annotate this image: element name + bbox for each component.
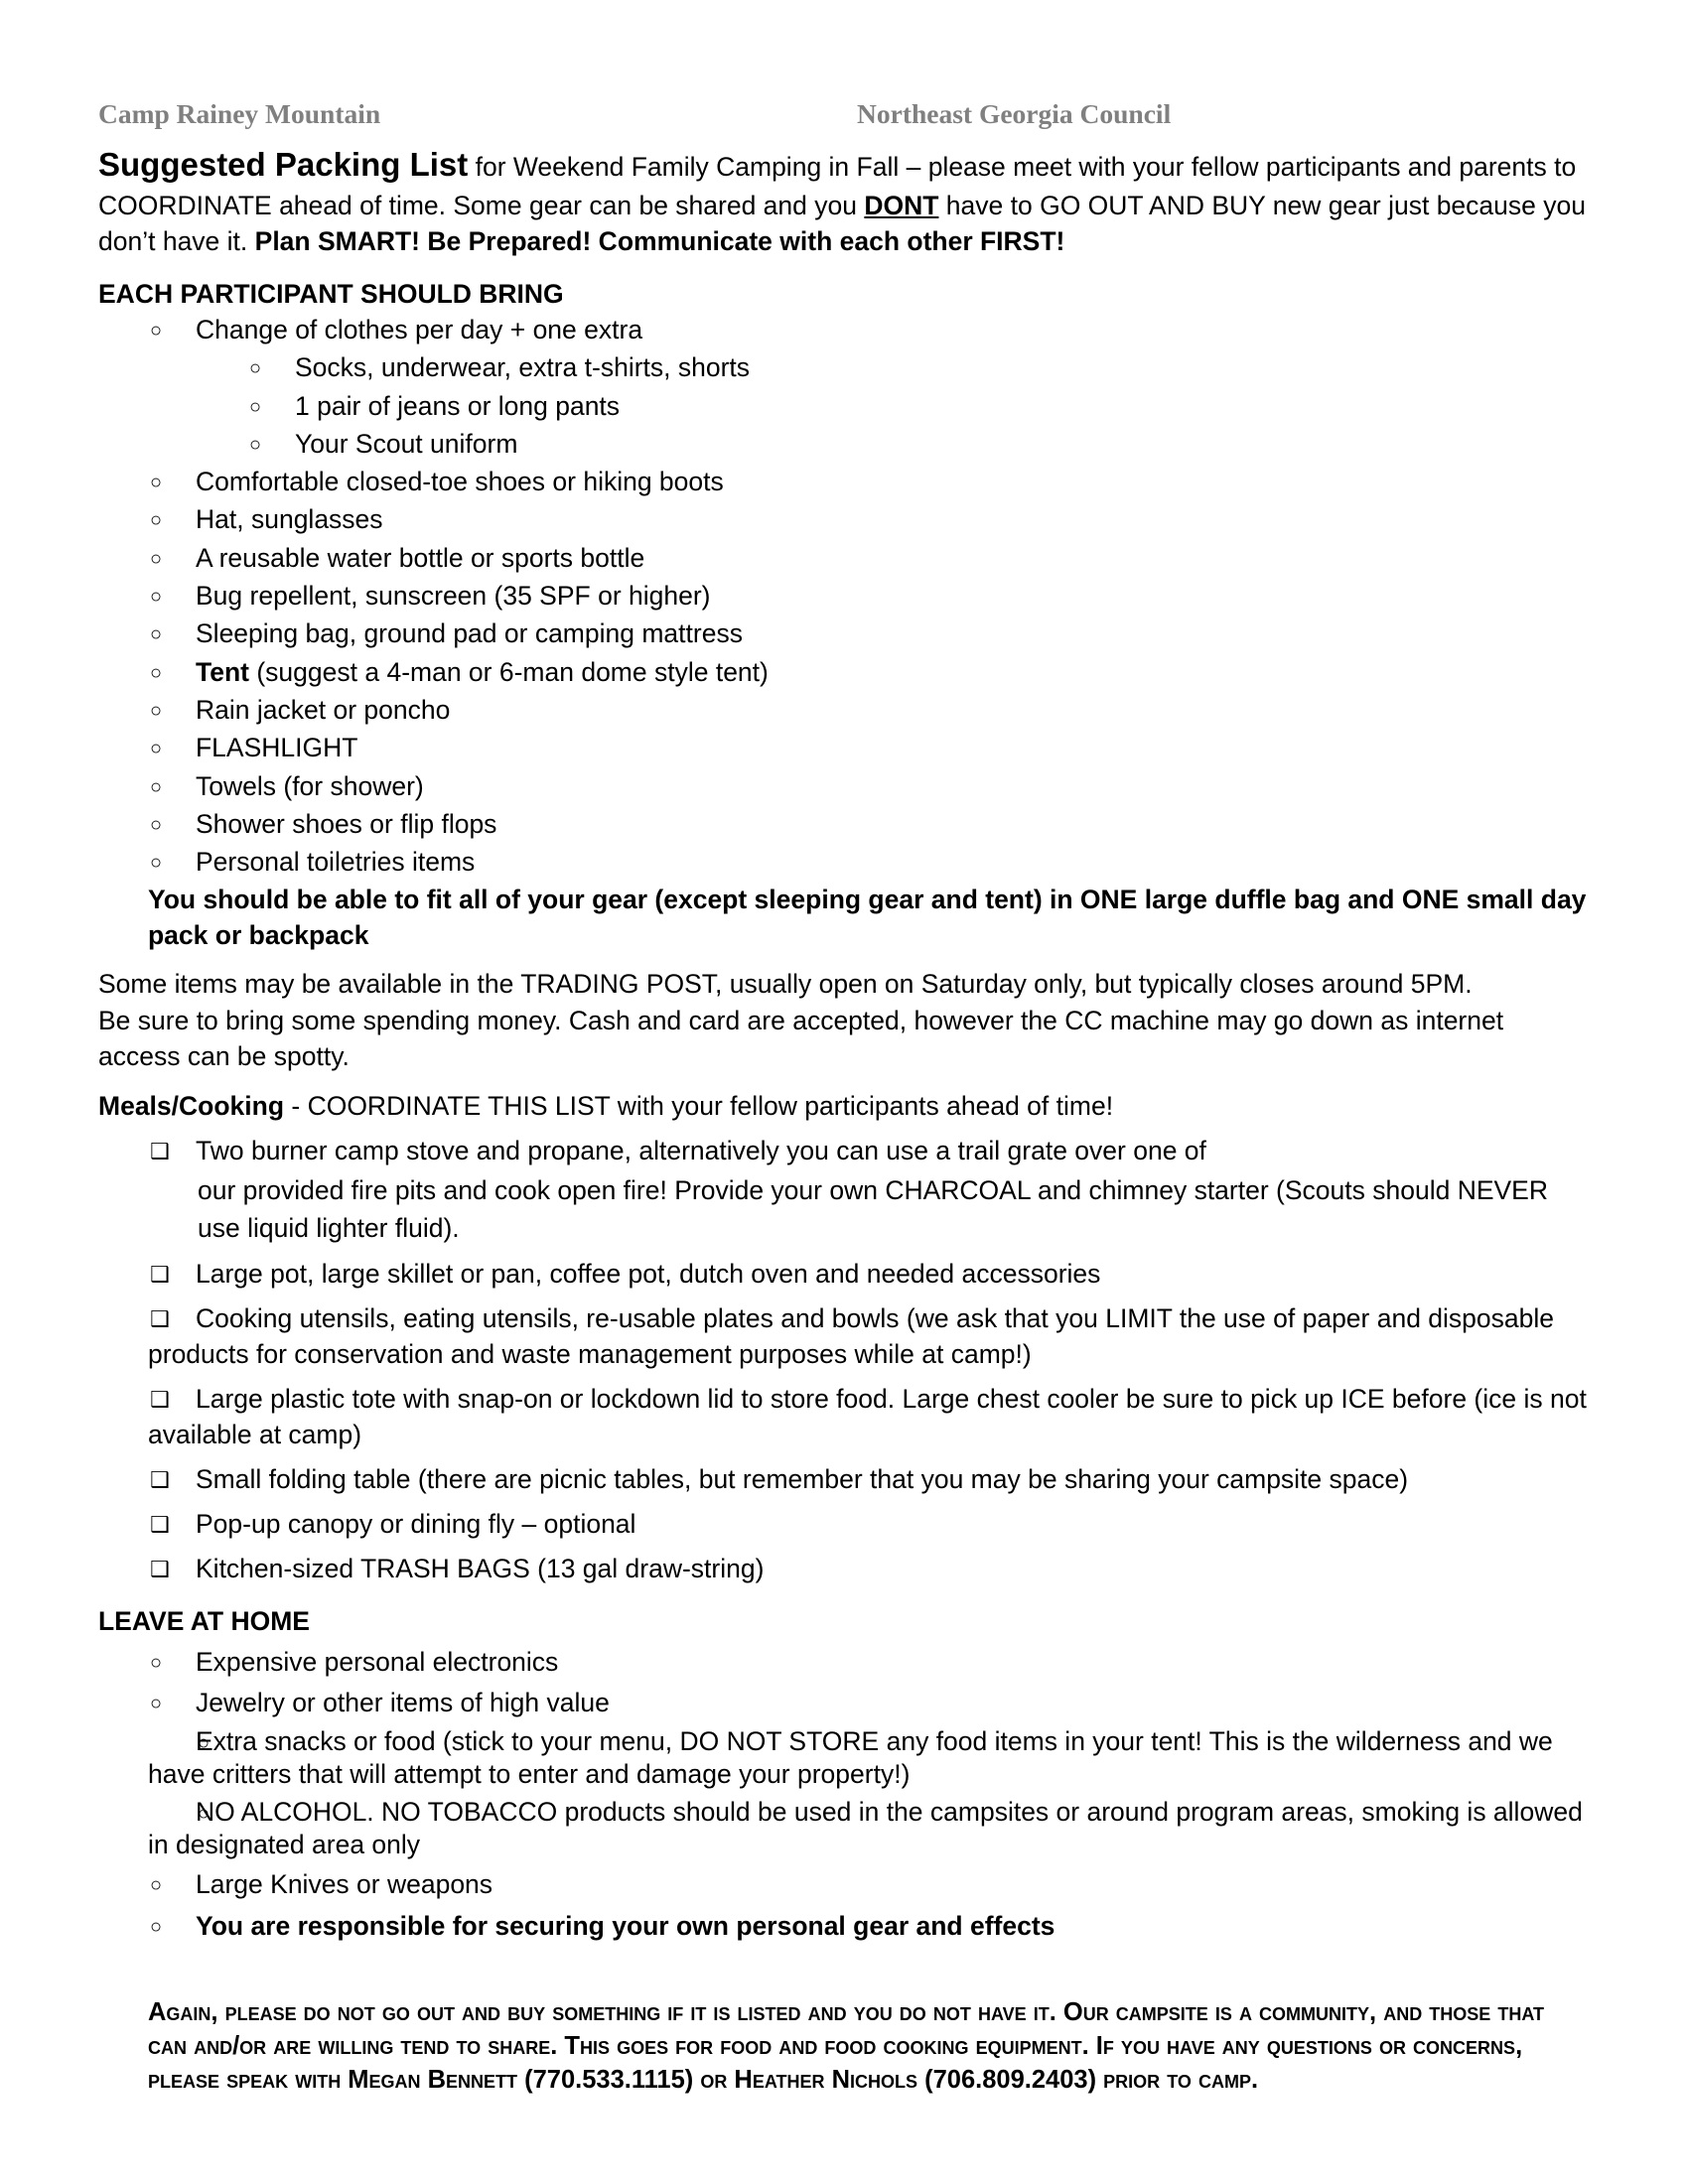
list-item: ○ Jewelry or other items of high value xyxy=(98,1685,1588,1720)
list-item: ❑ Small folding table (there are picnic tables, but remember that you may be sharing your campsite space) xyxy=(98,1461,1588,1497)
list-item: ○ FLASHLIGHT xyxy=(98,730,1588,767)
list-item: ○ Shower shoes or flip flops xyxy=(98,806,1588,844)
council-name: Northeast Georgia Council xyxy=(857,98,1172,129)
list-item: ❑ Cooking utensils, eating utensils, re-usable plates and bowls (we ask that you LIMIT the use of paper and disposable products for conservation and waste management purposes while at camp!) xyxy=(98,1300,1588,1372)
list-item: ○ Towels (for shower) xyxy=(98,768,1588,806)
meals-list-continued xyxy=(98,1256,1588,1586)
list-item: ❑ Two burner camp stove and propane, alternatively you can use a trail grate over one of xyxy=(98,1133,1588,1168)
list-item: ❑ Large pot, large skillet or pan, coffee pot, dutch oven and needed accessories xyxy=(98,1256,1588,1292)
tent-detail: (suggest a 4-man or 6-man dome style tent) xyxy=(248,656,769,687)
list-item: ❑ Kitchen-sized TRASH BAGS (13 gal draw-string) xyxy=(98,1551,1588,1586)
page-header xyxy=(98,95,1588,139)
list-item: ○ Large Knives or weapons xyxy=(98,1866,1588,1902)
camp-name: Camp Rainey Mountain xyxy=(98,98,381,129)
list-item: ○ NO ALCOHOL. NO TOBACCO products should be used in the campsites or around program areas, smoking is allowed in designated area only xyxy=(98,1796,1588,1861)
list-item: ○ Your Scout uniform xyxy=(98,426,1588,464)
doc-title: Suggested Packing List xyxy=(98,146,469,183)
meals-heading-line xyxy=(98,1088,1588,1124)
meals-heading-rest: - COORDINATE THIS LIST with your fellow participants ahead of time! xyxy=(284,1090,1114,1121)
list-item: ○ Personal toiletries items xyxy=(98,844,1588,882)
intro-text-2: have to GO OUT AND BUY new gear just because you don’t have it. xyxy=(98,190,1586,256)
list-item: ○ Hat, sunglasses xyxy=(98,501,1588,539)
list-item: ○ 1 pair of jeans or long pants xyxy=(98,388,1588,426)
meals-heading: Meals/Cooking xyxy=(98,1090,285,1121)
list-item: ○ A reusable water bottle or sports bottle xyxy=(98,540,1588,578)
intro-paragraph xyxy=(98,143,1588,259)
list-item: ○ Extra snacks or food (stick to your menu, DO NOT STORE any food items in your tent! This is the wilderness and we have critters that will attempt to enter and damage your property!) xyxy=(98,1725,1588,1791)
list-item: ❑ Large plastic tote with snap-on or lockdown lid to store food. Large chest cooler be sure to pick up ICE before (ice is not available at camp) xyxy=(98,1381,1588,1452)
leave-at-home-heading: LEAVE AT HOME xyxy=(98,1605,310,1636)
list-item xyxy=(98,654,1588,692)
trading-post-line: Some items may be available in the TRADING POST, usually open on Saturday only, but typically closes around 5PM. xyxy=(98,969,1473,1000)
closing-note: Again, please do not go out and buy something if it is listed and you do not have it. Our campsite is a community, and those that can and/or are willing tend to share. This goes for food and food cooking equipment. If you have any questions or concerns, please speak with Megan Bennett (770.533.1115) or Heather Nichols (706.809.2403) prior to camp. xyxy=(148,1997,1545,2095)
each-participant-heading: EACH PARTICIPANT SHOULD BRING xyxy=(98,278,564,309)
document-page xyxy=(98,95,1588,2098)
dont-emphasis: DONT xyxy=(864,190,939,220)
list-item: ○ Bug repellent, sunscreen (35 SPF or higher) xyxy=(98,578,1588,615)
meals-list xyxy=(98,1133,1588,1168)
list-item: ○ Change of clothes per day + one extra xyxy=(98,312,1588,349)
list-item: ○ Comfortable closed-toe shoes or hiking boots xyxy=(98,464,1588,501)
spending-money-line: Be sure to bring some spending money. Cash and card are accepted, however the CC machine may go down as internet access can be spotty. xyxy=(98,1005,1504,1071)
list-item: ❑ Pop-up canopy or dining fly – optional xyxy=(98,1506,1588,1542)
list-item: ○ You are responsible for securing your own personal gear and effects xyxy=(98,1908,1588,1944)
list-item: ○ Rain jacket or poncho xyxy=(98,692,1588,730)
intro-bold-end: Plan SMART! Be Prepared! Communicate with each other FIRST! xyxy=(254,225,1065,256)
fit-gear-note: You should be able to fit all of your gear (except sleeping gear and tent) in ONE large duffle bag and ONE small day pack or backpack xyxy=(148,885,1587,951)
tent-label: Tent xyxy=(196,656,249,687)
leave-at-home-list xyxy=(98,1644,1588,1944)
meals-item-continuation: our provided fire pits and cook open fire! Provide your own CHARCOAL and chimney starter (Scouts should NEVER use liquid lighter fluid). xyxy=(198,1174,1548,1243)
list-item: ○ Socks, underwear, extra t-shirts, shorts xyxy=(98,349,1588,387)
intro-text-1: for Weekend Family Camping in Fall – please meet with your fellow participants and parents to COORDINATE ahead of time. Some gear can be shared and you xyxy=(98,152,1577,220)
list-item: ○ Sleeping bag, ground pad or camping mattress xyxy=(98,615,1588,653)
each-participant-list xyxy=(98,312,1588,882)
list-item: ○ Expensive personal electronics xyxy=(98,1644,1588,1680)
